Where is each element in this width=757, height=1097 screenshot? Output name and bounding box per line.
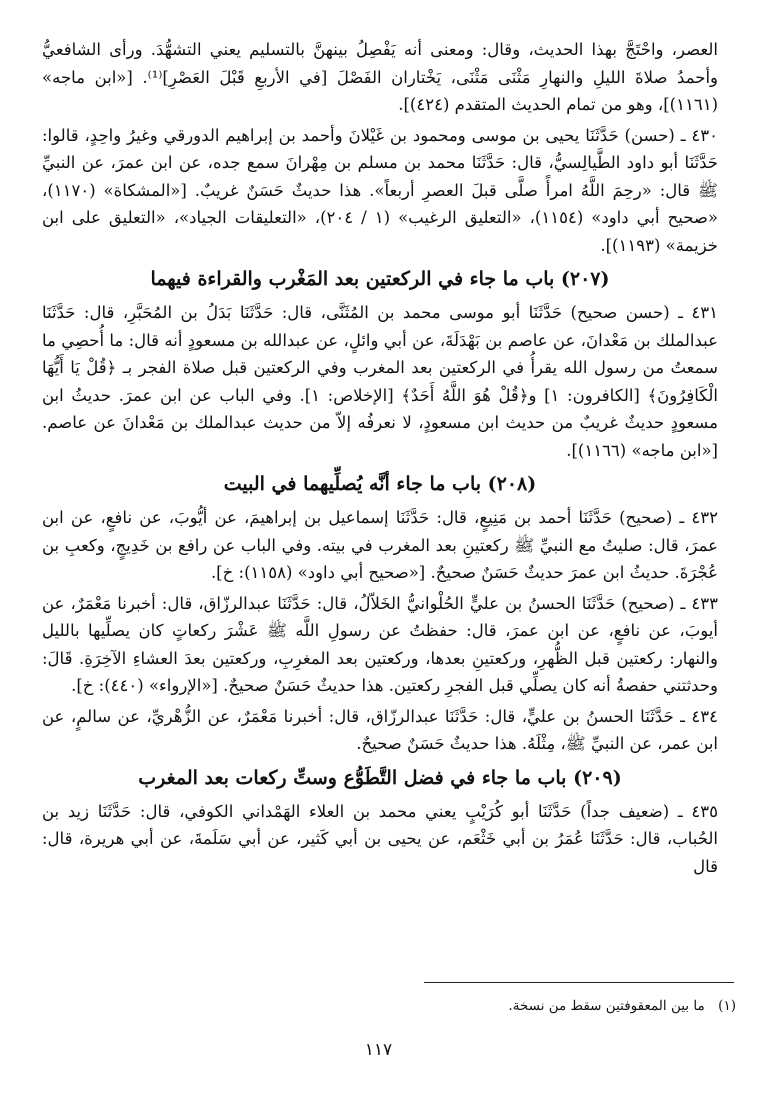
hadith-432: ٤٣٢ ـ (صحيح) حَدَّثَنَا أحمد بن مَنِيعٍ، قال: حَدَّثَنَا إسماعيل بن إبراهيمَ، عن أيُّوبَ، عن نافعٍ، عن ابن عمرَ، قال: صليتُ مع النبيِّ ﷺ ركعتينِ بعد المغرب في بيته. وفي الباب عن رافع بن خَدِيجٍ، وكعبِ بن عُجْرَةَ. حديثُ ابن عمرَ حديثٌ حَسَنٌ صحيحٌ. [«صحيح أبي داود» (١١٥٨): خ].: [42, 508, 718, 582]
paragraph-continuation: العصر، واحْتَجَّ بهذا الحديث، وقال: ومعنى أنه يَفْصِلُ بينهنَّ بالتسليم يعني التشهُّدَ. ورأى الشافعيُّ وأحمدُ صلاةَ الليلِ والنهارِ مَثْنَى مَثْنَى، يَخْتاران الفَصْلَ [في الأربعِ قَبْلَ العَصْرِ]⁽¹⁾. [«ابن ماجه» (١١٦١)]، وهو من تمام الحديث المتقدم (٤٢٤)].: [42, 40, 719, 114]
hadith-431: ٤٣١ ـ (حسن صحيح) حَدَّثَنَا أبو موسى محمد بن المُثَنَّى، قال: حَدَّثَنَا بَدَلُ بن المُحَبَّرِ، قال: حَدَّثَنَا عبدالملك بن مَعْدانَ، عن عاصم بن بَهْدَلَةَ، عن أبي وائلٍ، عن عبدالله بن مسعودٍ أنه قال: ما أُحصِي ما سمعتُ من رسول الله يقرأُ في الركعتين بعد المغرب وفي الركعتين قبل صلاة الفجر بـ ﴿قُلْ يَا أَيُّهَا الْكَافِرُونَ﴾ [الكافرون: ١] و﴿قُلْ هُوَ اللَّهُ أَحَدٌ﴾ [الإخلاص: ١]. وفي الباب عن ابن عمرَ. حديثُ ابن مسعودٍ حديثٌ غريبٌ من حديث ابن مسعودٍ، لا نعرفُه إلاّ من حديث عبدالملك بن مَعْدانَ عن عاصم. [«ابن ماجه» (١١٦٦)].: [42, 303, 718, 460]
footnote-divider: [424, 982, 734, 983]
footnote-1: (١) ما بين المعقوفتين سقط من نسخة.: [508, 998, 736, 1014]
hadith-434: ٤٣٤ ـ حَدَّثَنَا الحسنُ بن عليٍّ، قال: حَدَّثَنَا عبدالرزّاق، قال: أخبرنا مَعْمَرٌ، عن الزُّهْريِّ، عن سالمٍ، عن ابن عمر، عن النبيِّ ﷺ، مِثْلَهُ. هذا حديثٌ حَسَنٌ صحيحٌ.: [42, 706, 718, 753]
chapter-heading-207: (٢٠٧) باب ما جاء في الركعتين بعد المَغْرب والقراءة فيهما: [150, 268, 610, 290]
hadith-435: ٤٣٥ ـ (ضعيف جداً) حَدَّثَنَا أبو كُرَيْبٍ يعني محمد بن العلاء الهَمْداني الكوفي، قال: حَدَّثَنَا زيد بن الحُباب، قال: حَدَّثَنَا عُمَرُ بن أبي خَثْعَم، عن يحيى بن أبي كَثير، عن أبي سَلَمةَ، عن أبي هريرة، قال: قال: [42, 801, 718, 876]
page-body: [42, 36, 718, 883]
chapter-heading-208: (٢٠٨) باب ما جاء أنَّه يُصلِّيهما في البيت: [223, 473, 537, 495]
page-number: ١١٧: [364, 1040, 393, 1060]
hadith-433: ٤٣٣ ـ (صحيح) حَدَّثَنَا الحسنُ بن عليٍّ الحُلْوانيُّ الخَلاّلُ، قال: حَدَّثَنَا عبدالرزّاق، قال: أخبرنا مَعْمَرٌ، عن أيوبَ، عن نافعٍ، عن ابن عمرَ، قال: حفظتُ عن رسولِ اللَّه ﷺ عَشْرَ ركعاتٍ كان يصلِّيها بالليل والنهار: ركعتين قبل الظُّهرِ، وركعتينِ بعدها، وركعتين بعد المغرِبِ، وركعتين بعدَ العشاءِ الآخِرَةِ. قَالَ: وحدثتني حفصةُ أنه كان يصلِّي قبل الفجرِ ركعتين. هذا حديثٌ حَسَنٌ صحيحٌ. [«الإرواء» (٤٤٠): خ].: [42, 593, 718, 695]
hadith-430: ٤٣٠ ـ (حسن) حَدَّثَنَا يحيى بن موسى ومحمود بن غَيْلانَ وأحمد بن إبراهيم الدورقي وغيرُ واحِدٍ، قالوا: حَدَّثَنَا أبو داود الطَّيالِسيُّ، قال: حَدَّثَنَا محمد بن مسلم بن مِهْرانَ سمع جده، عن ابن عمرَ، عن النبيِّ ﷺ قال: «رحِمَ اللَّهُ امرأً صلَّى قبلَ العصرِ أربعاً». هذا حديثٌ حَسَنٌ غريبٌ. [«المشكاة» (١١٧٠)، «صحيح أبي داود» (١١٥٤)، «التعليق الرغيب» (١ / ٢٠٤)، «التعليقات الجياد»، «التعليق على ابن خزيمة» (١١٩٣)].: [42, 125, 718, 255]
chapter-heading-209: (٢٠٩) باب ما جاء في فضل التَّطَوُّع وستِّ ركعات بعد المغرب: [138, 766, 622, 789]
